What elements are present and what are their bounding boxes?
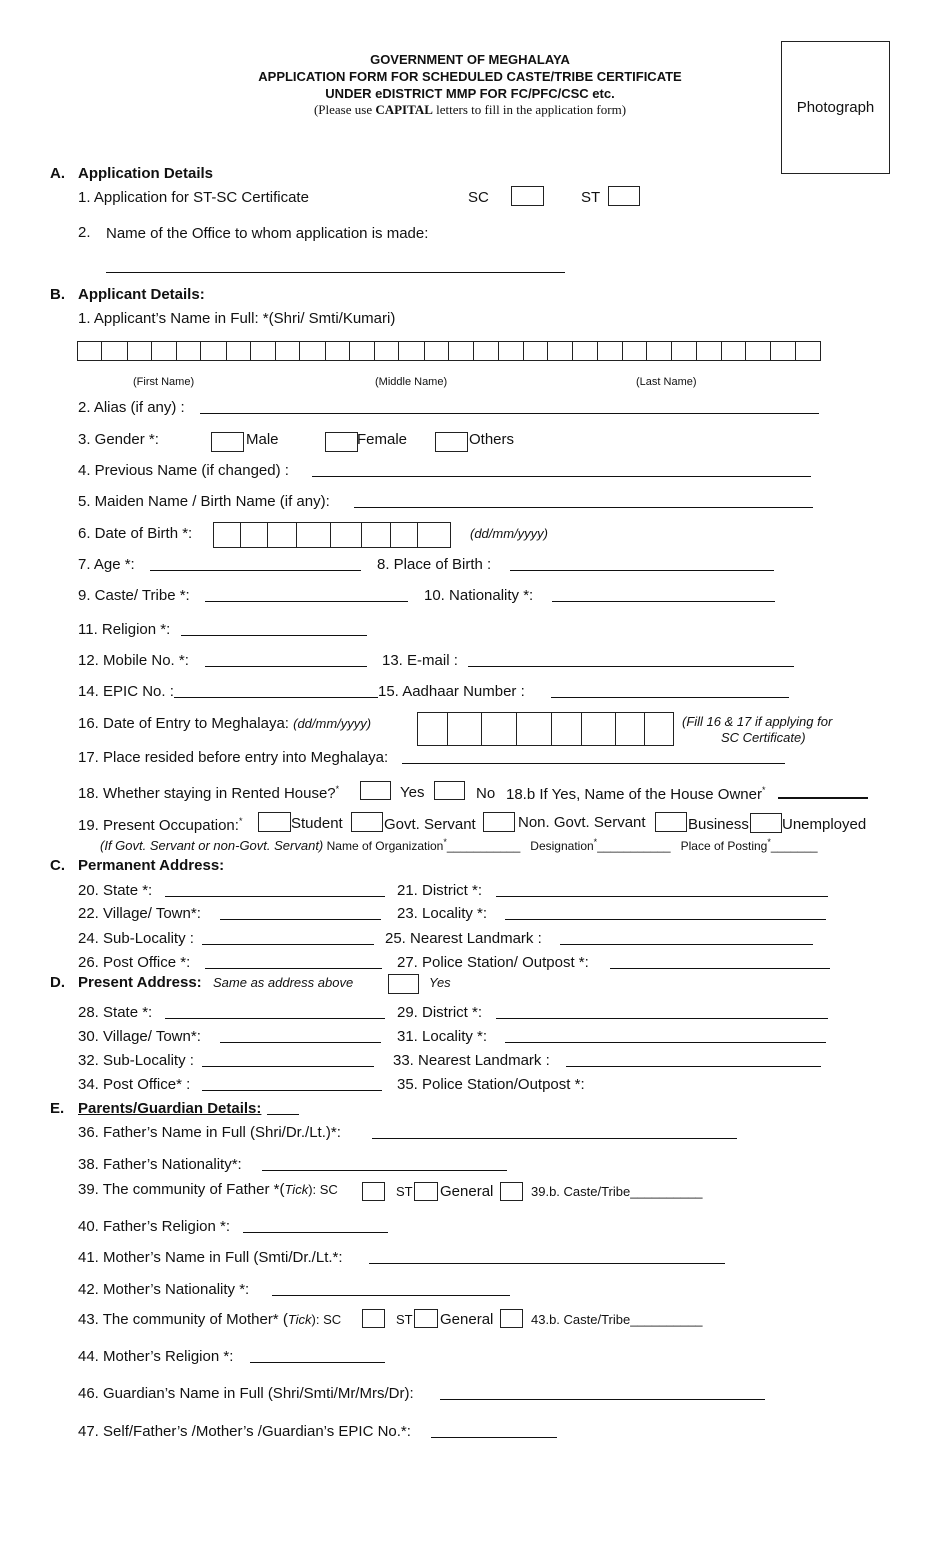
maiden-name-field[interactable] — [354, 507, 813, 508]
name-label: 1. Applicant’s Name in Full: *(Shri/ Smti/Kumari) — [78, 310, 396, 327]
same-address-label: Same as address above — [213, 975, 354, 990]
pres-village-field[interactable] — [220, 1042, 381, 1043]
perm-locality-field[interactable] — [505, 919, 826, 920]
guardian-name-label: 46. Guardian’s Name in Full (Shri/Smti/Mr/Mrs/Dr): — [78, 1385, 414, 1402]
office-name-field[interactable] — [106, 272, 565, 273]
mother-name-field[interactable] — [369, 1263, 725, 1264]
section-d-title: Present Address: — [78, 974, 202, 991]
gender-male-label: Male — [246, 431, 279, 448]
maiden-name-label: 5. Maiden Name / Birth Name (if any): — [78, 493, 330, 510]
place-of-birth-field[interactable] — [510, 570, 774, 571]
perm-sublocality-field[interactable] — [202, 944, 374, 945]
previous-name-label: 4. Previous Name (if changed) : — [78, 462, 289, 479]
occupation-business-label: Business — [688, 816, 749, 833]
section-c-letter: C. — [50, 857, 65, 874]
nationality-field[interactable] — [552, 601, 775, 602]
q2-label: Name of the Office to whom application is made: — [106, 225, 429, 242]
occupation-details: (If Govt. Servant or non-Govt. Servant) Name of Organization*___________ Designation*___________ Place of Posting*_______ — [100, 837, 818, 853]
gender-others-label: Others — [469, 431, 515, 448]
pres-district-field[interactable] — [496, 1018, 828, 1019]
father-sc-checkbox[interactable] — [362, 1182, 385, 1201]
email-label: 13. E-mail : — [382, 652, 458, 669]
pres-state-field[interactable] — [165, 1018, 385, 1019]
mother-sc-checkbox[interactable] — [362, 1309, 385, 1328]
occupation-student-checkbox[interactable] — [258, 812, 291, 832]
place-of-birth-label: 8. Place of Birth : — [377, 556, 492, 573]
father-religion-field[interactable] — [243, 1232, 388, 1233]
alias-label: 2. Alias (if any) : — [78, 399, 185, 416]
capital-note: (Please use CAPITAL letters to fill in the application form) — [313, 102, 627, 117]
pres-sublocality-field[interactable] — [202, 1066, 374, 1067]
perm-postoffice-label: 26. Post Office *: — [78, 954, 191, 971]
entry-date-note-2: SC Certificate) — [721, 730, 806, 745]
section-a-title: Application Details — [78, 165, 214, 182]
alias-field[interactable] — [200, 413, 819, 414]
occupation-govt-checkbox[interactable] — [351, 812, 383, 832]
perm-police-field[interactable] — [610, 968, 830, 969]
occupation-unemployed-label: Unemployed — [782, 816, 867, 833]
middle-name-caption: (Middle Name) — [375, 376, 448, 388]
perm-landmark-label: 25. Nearest Landmark : — [385, 930, 542, 947]
father-name-field[interactable] — [372, 1138, 737, 1139]
perm-state-field[interactable] — [165, 896, 385, 897]
pres-police-label: 35. Police Station/Outpost *: — [397, 1076, 585, 1093]
q2-number: 2. — [78, 224, 91, 241]
rented-yes-checkbox[interactable] — [360, 781, 391, 800]
perm-locality-label: 23. Locality *: — [397, 905, 488, 922]
gender-male-checkbox[interactable] — [211, 432, 244, 452]
mother-general-label: General — [440, 1311, 494, 1328]
section-b-letter: B. — [50, 286, 65, 303]
form-subtitle: UNDER eDISTRICT MMP FOR FC/PFC/CSC etc. — [325, 86, 615, 101]
mother-general-checkbox[interactable] — [500, 1309, 523, 1328]
dob-grid[interactable] — [213, 522, 451, 548]
perm-district-field[interactable] — [496, 896, 828, 897]
st-checkbox[interactable] — [608, 186, 640, 206]
pres-state-label: 28. State *: — [78, 1004, 153, 1021]
entry-date-label: 16. Date of Entry to Meghalaya: (dd/mm/yyyy) — [78, 715, 372, 732]
rented-house-label: 18. Whether staying in Rented House?* — [78, 784, 340, 802]
section-c-title: Permanent Address: — [78, 857, 225, 874]
pres-village-label: 30. Village/ Town*: — [78, 1028, 201, 1045]
religion-label: 11. Religion *: — [78, 621, 171, 638]
religion-field[interactable] — [181, 635, 367, 636]
pres-landmark-field[interactable] — [566, 1066, 821, 1067]
pres-postoffice-field[interactable] — [202, 1090, 382, 1091]
epic-label: 14. EPIC No. : — [78, 683, 174, 700]
caste-tribe-label: 9. Caste/ Tribe *: — [78, 587, 190, 604]
occupation-label: 19. Present Occupation:* — [78, 816, 243, 834]
email-field[interactable] — [468, 666, 794, 667]
perm-police-label: 27. Police Station/ Outpost *: — [397, 954, 589, 971]
sc-checkbox[interactable] — [511, 186, 544, 206]
entry-date-grid[interactable] — [417, 712, 674, 746]
entry-date-note-1: (Fill 16 & 17 if applying for — [682, 714, 833, 729]
rented-yes-label: Yes — [400, 784, 425, 801]
previous-name-field[interactable] — [312, 476, 811, 477]
same-address-checkbox[interactable] — [388, 974, 419, 994]
pres-locality-label: 31. Locality *: — [397, 1028, 488, 1045]
occupation-nongovt-label: Non. Govt. Servant — [518, 814, 646, 831]
house-owner-label: 18.b If Yes, Name of the House Owner* — [506, 785, 766, 803]
pres-sublocality-label: 32. Sub-Locality : — [78, 1052, 194, 1069]
perm-postoffice-field[interactable] — [205, 968, 382, 969]
section-e-letter: E. — [50, 1100, 65, 1117]
mother-nationality-field[interactable] — [272, 1295, 510, 1296]
photograph-box[interactable]: Photograph — [781, 41, 890, 174]
mobile-label: 12. Mobile No. *: — [78, 652, 189, 669]
sc-label: SC — [468, 189, 489, 206]
aadhaar-field[interactable] — [551, 697, 789, 698]
mobile-field[interactable] — [205, 666, 367, 667]
previous-place-field[interactable] — [402, 763, 785, 764]
occupation-student-label: Student — [291, 815, 343, 832]
gender-label: 3. Gender *: — [78, 431, 159, 448]
occupation-business-checkbox[interactable] — [655, 812, 687, 832]
last-name-caption: (Last Name) — [636, 376, 697, 388]
perm-village-field[interactable] — [220, 919, 381, 920]
epic-field[interactable] — [174, 697, 378, 698]
father-st-label: ST — [396, 1184, 413, 1199]
perm-village-label: 22. Village/ Town*: — [78, 905, 201, 922]
dob-format: (dd/mm/yyyy) — [470, 526, 548, 541]
epic-no-label: 47. Self/Father’s /Mother’s /Guardian’s EPIC No.*: — [78, 1423, 411, 1440]
occupation-nongovt-checkbox[interactable] — [483, 812, 515, 832]
form-title: APPLICATION FORM FOR SCHEDULED CASTE/TRIBE CERTIFICATE — [258, 69, 682, 84]
gender-female-checkbox[interactable] — [325, 432, 358, 452]
mother-community-label: 43. The community of Mother* (Tick): SC — [78, 1311, 342, 1328]
pres-district-label: 29. District *: — [397, 1004, 483, 1021]
occupation-govt-label: Govt. Servant — [384, 816, 476, 833]
dob-label: 6. Date of Birth *: — [78, 525, 193, 542]
father-caste-tribe[interactable]: 39.b. Caste/Tribe__________ — [531, 1184, 703, 1199]
father-nationality-label: 38. Father’s Nationality*: — [78, 1156, 242, 1173]
perm-state-label: 20. State *: — [78, 882, 153, 899]
pres-postoffice-label: 34. Post Office* : — [78, 1076, 191, 1093]
mother-nationality-label: 42. Mother’s Nationality *: — [78, 1281, 250, 1298]
pres-landmark-label: 33. Nearest Landmark : — [393, 1052, 550, 1069]
mother-religion-label: 44. Mother’s Religion *: — [78, 1348, 234, 1365]
gender-others-checkbox[interactable] — [435, 432, 468, 452]
nationality-label: 10. Nationality *: — [424, 587, 534, 604]
father-nationality-field[interactable] — [262, 1170, 507, 1171]
mother-st-checkbox[interactable] — [414, 1309, 438, 1328]
q1-label: 1. Application for ST-SC Certificate — [78, 189, 309, 206]
section-e-title: Parents/Guardian Details: — [78, 1100, 262, 1117]
pres-locality-field[interactable] — [505, 1042, 826, 1043]
perm-sublocality-label: 24. Sub-Locality : — [78, 930, 194, 947]
name-character-grid[interactable] — [77, 341, 821, 361]
occupation-unemployed-checkbox[interactable] — [750, 813, 782, 833]
father-religion-label: 40. Father’s Religion *: — [78, 1218, 231, 1235]
father-general-label: General — [440, 1183, 494, 1200]
mother-st-label: ST — [396, 1312, 413, 1327]
gov-title: GOVERNMENT OF MEGHALAYA — [370, 52, 570, 67]
father-community-label: 39. The community of Father *(Tick): SC — [78, 1181, 338, 1198]
same-address-yes: Yes — [429, 975, 451, 990]
section-b-title: Applicant Details: — [78, 286, 205, 303]
epic-no-field[interactable] — [431, 1437, 557, 1438]
father-name-label: 36. Father’s Name in Full (Shri/Dr./Lt.)*: — [78, 1124, 341, 1141]
perm-district-label: 21. District *: — [397, 882, 483, 899]
previous-place-label: 17. Place resided before entry into Meghalaya: — [78, 749, 389, 766]
mother-caste-tribe[interactable]: 43.b. Caste/Tribe__________ — [531, 1312, 703, 1327]
gender-female-label: Female — [357, 431, 408, 448]
mother-name-label: 41. Mother’s Name in Full (Smti/Dr./Lt.*: — [78, 1249, 343, 1266]
st-label: ST — [581, 189, 601, 206]
father-st-checkbox[interactable] — [414, 1182, 438, 1201]
father-general-checkbox[interactable] — [500, 1182, 523, 1201]
age-field[interactable] — [150, 570, 361, 571]
rented-no-label: No — [476, 785, 496, 802]
aadhaar-label: 15. Aadhaar Number : — [378, 683, 525, 700]
section-e-title-line — [267, 1114, 299, 1115]
section-a-letter: A. — [50, 165, 65, 182]
house-owner-field[interactable] — [778, 797, 868, 799]
mother-religion-field[interactable] — [250, 1362, 385, 1363]
perm-landmark-field[interactable] — [560, 944, 813, 945]
guardian-name-field[interactable] — [440, 1399, 765, 1400]
age-label: 7. Age *: — [78, 556, 135, 573]
caste-tribe-field[interactable] — [205, 601, 408, 602]
rented-no-checkbox[interactable] — [434, 781, 465, 800]
section-d-letter: D. — [50, 974, 65, 991]
first-name-caption: (First Name) — [133, 376, 195, 388]
